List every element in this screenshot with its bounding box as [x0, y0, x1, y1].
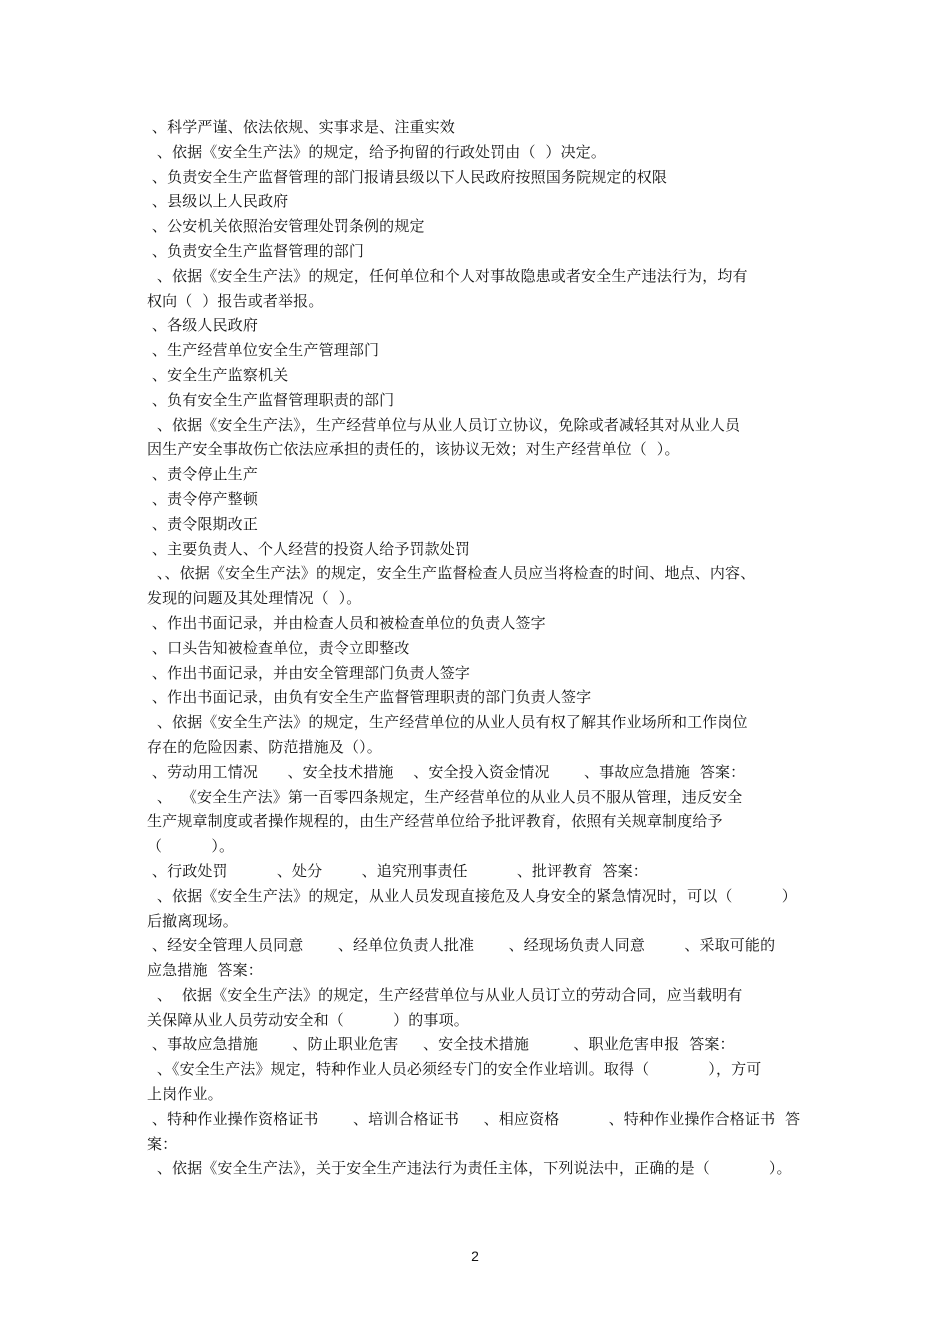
text-line — [0, 1032, 950, 1057]
text-line-content: 、安全生产监察机关 — [147, 365, 289, 384]
text-line — [0, 760, 950, 785]
text-line-content: 、经安全管理人员同意 、经单位负责人批准 、经现场负责人同意 、采取可能的 — [147, 936, 776, 955]
text-line-content: 、科学严谨、依法依规、实事求是、注重实效 — [147, 118, 455, 136]
text-line-content: 、《安全生产法》规定，特种作业人员必须经专门的安全作业培训。取得（ ），方可 — [147, 1060, 762, 1079]
text-line — [0, 115, 950, 140]
text-line — [0, 983, 950, 1008]
text-line-content: 、依据《安全生产法》的规定，任何单位和个人对事故隐患或者安全生产违法行为，均有 — [147, 266, 748, 285]
text-line-content: 、劳动用工情况 、安全技术措施 、安全投入资金情况 、事故应急措施 答案： — [147, 762, 746, 781]
text-line — [0, 1132, 950, 1157]
text-line — [0, 933, 950, 958]
text-line — [0, 834, 950, 859]
text-line — [0, 363, 950, 388]
text-line-content: （ ）。 — [147, 837, 235, 856]
text-line — [0, 859, 950, 884]
text-line-content: 、口头告知被检查单位，责令立即整改 — [147, 638, 410, 657]
text-line-content: 、作出书面记录，由负有安全生产监督管理职责的部门负责人签字 — [147, 688, 592, 707]
text-line-content: 存在的危险因素、防范措施及（）。 — [147, 737, 382, 756]
text-line — [0, 338, 950, 363]
text-line-content: 、负责安全生产监督管理的部门报请县级以下人民政府按照国务院规定的权限 — [147, 167, 668, 186]
text-line-content: 、行政处罚 、处分 、追究刑事责任 、批评教育 答案： — [147, 861, 648, 880]
text-line — [0, 487, 950, 512]
text-line-content: 、各级人民政府 — [147, 316, 258, 335]
text-line — [0, 289, 950, 314]
text-line-content: 后撤离现场。 — [147, 911, 238, 930]
text-line-content: 、负有安全生产监督管理职责的部门 — [147, 390, 395, 409]
text-line — [0, 462, 950, 487]
text-line-content: 、责令限期改正 — [147, 514, 258, 533]
text-line-content: 、责令停产整顿 — [147, 489, 258, 508]
text-line — [0, 512, 950, 537]
text-line-content: 、依据《安全生产法》的规定，从业人员发现直接危及人身安全的紧急情况时，可以（ ） — [147, 886, 797, 905]
text-line-content: 、作出书面记录，并由安全管理部门负责人签字 — [147, 663, 471, 682]
text-line-content: 、事故应急措施 、防止职业危害 、安全技术措施 、职业危害申报 答案： — [147, 1035, 735, 1054]
text-line — [0, 685, 950, 710]
text-line-content: 关保障从业人员劳动安全和（ ）的事项。 — [147, 1010, 469, 1029]
text-line — [0, 537, 950, 562]
text-line — [0, 413, 950, 438]
text-line — [0, 785, 950, 810]
text-line — [0, 239, 950, 264]
text-line-content: 上岗作业。 — [147, 1085, 223, 1104]
text-line — [0, 165, 950, 190]
page-number: 2 — [471, 1248, 479, 1264]
text-line — [0, 1156, 950, 1181]
text-line — [0, 586, 950, 611]
text-line-content: 生产规章制度或者操作规程的，由生产经营单位给予批评教育，依照有关规章制度给予 — [147, 812, 723, 831]
text-line-content: 、依据《安全生产法》，生产经营单位与从业人员订立协议，免除或者减轻其对从业人员 — [147, 415, 741, 434]
text-line — [0, 958, 950, 983]
text-line-content: 、 《安全生产法》第一百零四条规定，生产经营单位的从业人员不服从管理，违反安全 — [147, 787, 743, 806]
text-line-content: 、公安机关依照治安管理处罚条例的规定 — [147, 217, 425, 236]
text-line — [0, 611, 950, 636]
text-line-content: 、主要负责人、个人经营的投资人给予罚款处罚 — [147, 539, 471, 558]
text-line-content: 、依据《安全生产法》的规定，给予拘留的行政处罚由（ ）决定。 — [147, 142, 607, 161]
text-line — [0, 909, 950, 934]
text-line-content: 、责令停止生产 — [147, 465, 258, 484]
document-body — [0, 115, 950, 1181]
text-line — [0, 735, 950, 760]
text-line — [0, 809, 950, 834]
text-line-content: 、负责安全生产监督管理的部门 — [147, 241, 365, 260]
text-line — [0, 140, 950, 165]
text-line-content: 案： — [147, 1134, 178, 1153]
text-line — [0, 214, 950, 239]
text-line — [0, 884, 950, 909]
text-line-content: 、特种作业操作资格证书 、培训合格证书 、相应资格 、特种作业操作合格证书 答 — [147, 1109, 801, 1128]
text-line — [0, 710, 950, 735]
text-line — [0, 313, 950, 338]
text-line — [0, 1008, 950, 1033]
text-line — [0, 636, 950, 661]
text-line — [0, 264, 950, 289]
text-line — [0, 561, 950, 586]
text-line-content: 、依据《安全生产法》，关于安全生产违法行为责任主体，下列说法中，正确的是（ ）。 — [147, 1159, 792, 1178]
text-line-content: 发现的问题及其处理情况（ ）。 — [147, 589, 362, 608]
text-line-content: 、县级以上人民政府 — [147, 192, 289, 211]
text-line-content: 应急措施 答案： — [147, 961, 263, 980]
text-line-content: 、依据《安全生产法》的规定，生产经营单位的从业人员有权了解其作业场所和工作岗位 — [147, 713, 748, 732]
text-line-content: 、 依据《安全生产法》的规定，生产经营单位与从业人员订立的劳动合同，应当载明有 — [147, 985, 743, 1004]
text-line — [0, 437, 950, 462]
text-line — [0, 661, 950, 686]
text-line — [0, 388, 950, 413]
text-line — [0, 1057, 950, 1082]
text-line-content: 、作出书面记录，并由检查人员和被检查单位的负责人签字 — [147, 613, 546, 632]
text-line — [0, 189, 950, 214]
text-line-content: 因生产安全事故伤亡依法应承担的责任的，该协议无效；对生产经营单位（ ）。 — [147, 440, 680, 459]
text-line — [0, 1082, 950, 1107]
text-line — [0, 1107, 950, 1132]
text-line-content: 权向（ ）报告或者举报。 — [147, 291, 324, 310]
text-line-content: 、生产经营单位安全生产管理部门 — [147, 341, 380, 360]
text-line-content: 、、依据《安全生产法》的规定，安全生产监督检查人员应当将检查的时间、地点、内容、 — [147, 564, 756, 583]
